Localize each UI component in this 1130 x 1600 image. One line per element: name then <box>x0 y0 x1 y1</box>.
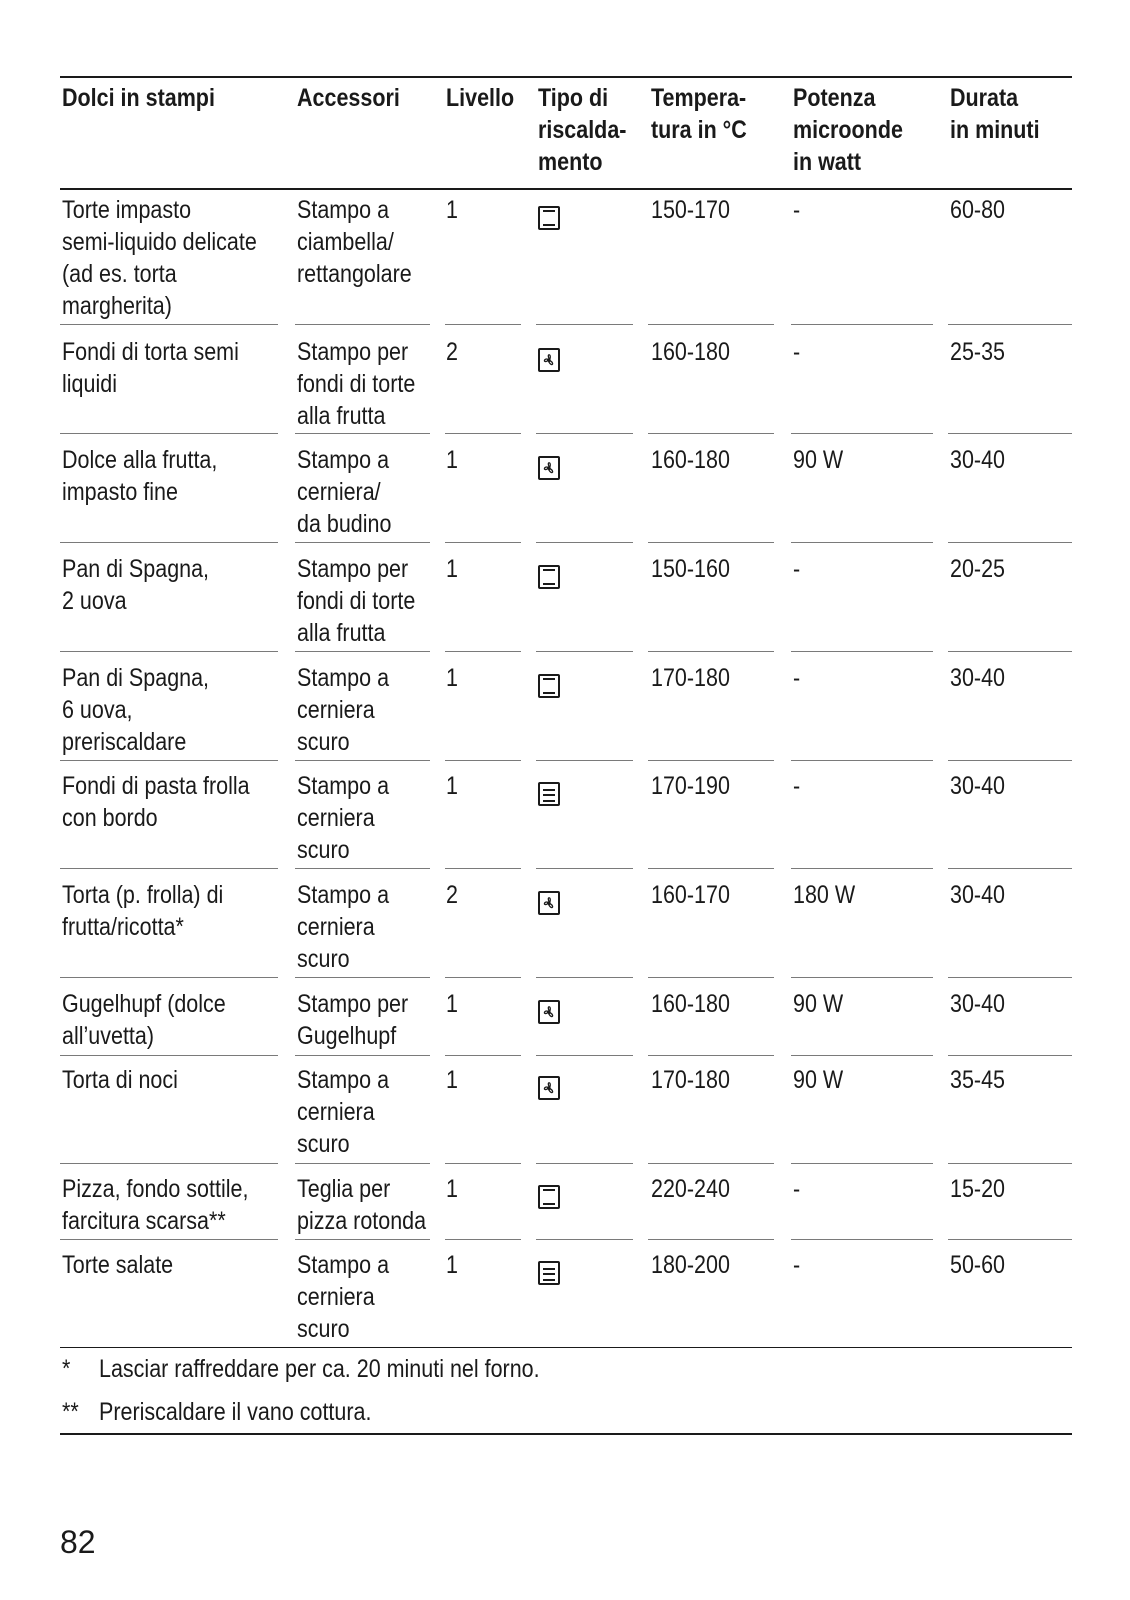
header-heating-type: Tipo di riscalda- mento <box>538 84 627 176</box>
row-separator <box>948 433 1072 434</box>
footnote-rule <box>60 1347 1072 1348</box>
footnote-text: Lasciar raffreddare per ca. 20 minuti nel forno. <box>99 1355 540 1383</box>
microwave-power-cell: - <box>793 772 801 800</box>
temperature-cell: 220-240 <box>651 1175 730 1203</box>
row-separator <box>536 542 633 543</box>
row-separator <box>295 324 430 325</box>
hot-air-fan-icon <box>538 1000 560 1024</box>
accessory-cell: Stampo per fondi di torte alla frutta <box>297 555 416 647</box>
level-cell: 1 <box>446 1066 458 1094</box>
row-separator <box>60 651 278 652</box>
row-separator <box>536 868 633 869</box>
microwave-power-cell: 180 W <box>793 881 856 909</box>
duration-cell: 30-40 <box>950 881 1005 909</box>
dish-cell: Pizza, fondo sottile, farcitura scarsa** <box>62 1175 249 1235</box>
row-separator <box>648 433 774 434</box>
duration-cell: 30-40 <box>950 446 1005 474</box>
dish-cell: Torta (p. frolla) di frutta/ricotta* <box>62 881 224 941</box>
row-separator <box>536 433 633 434</box>
row-separator <box>648 651 774 652</box>
row-separator <box>648 324 774 325</box>
row-separator <box>948 868 1072 869</box>
row-separator <box>791 977 933 978</box>
hot-air-fan-icon <box>538 891 560 915</box>
microwave-power-cell: 90 W <box>793 446 844 474</box>
row-separator <box>948 1239 1072 1240</box>
level-cell: 2 <box>446 338 458 366</box>
accessory-cell: Stampo a cerniera scuro <box>297 664 390 756</box>
dish-cell: Torte impasto semi-liquido delicate (ad es. torta margherita) <box>62 196 257 320</box>
top-bottom-heat-icon <box>538 565 560 589</box>
duration-cell: 25-35 <box>950 338 1005 366</box>
pizza-setting-icon <box>538 1261 560 1285</box>
row-separator <box>445 977 521 978</box>
row-separator <box>60 868 278 869</box>
header-accessories: Accessori <box>297 84 400 112</box>
row-separator <box>60 1163 278 1164</box>
accessory-cell: Stampo a cerniera/ da budino <box>297 446 392 538</box>
table-top-rule <box>60 76 1072 78</box>
row-separator <box>648 868 774 869</box>
header-duration: Durata in minuti <box>950 84 1040 144</box>
dish-cell: Torte salate <box>62 1251 174 1279</box>
row-separator <box>536 760 633 761</box>
top-bottom-heat-icon <box>538 206 560 230</box>
row-separator <box>445 651 521 652</box>
temperature-cell: 160-180 <box>651 446 730 474</box>
microwave-power-cell: - <box>793 555 801 583</box>
row-separator <box>791 1163 933 1164</box>
temperature-cell: 180-200 <box>651 1251 730 1279</box>
duration-cell: 20-25 <box>950 555 1005 583</box>
accessory-cell: Stampo per fondi di torte alla frutta <box>297 338 416 430</box>
row-separator <box>295 1163 430 1164</box>
row-separator <box>60 542 278 543</box>
row-separator <box>648 760 774 761</box>
microwave-power-cell: - <box>793 1175 801 1203</box>
header-rule <box>60 188 1072 190</box>
row-separator <box>948 1163 1072 1164</box>
row-separator <box>536 324 633 325</box>
pizza-setting-icon <box>538 782 560 806</box>
microwave-power-cell: - <box>793 338 801 366</box>
level-cell: 1 <box>446 1175 458 1203</box>
dish-cell: Fondi di torta semi liquidi <box>62 338 239 398</box>
page-number: 82 <box>60 1524 96 1560</box>
duration-cell: 35-45 <box>950 1066 1005 1094</box>
row-separator <box>295 760 430 761</box>
duration-cell: 30-40 <box>950 990 1005 1018</box>
row-separator <box>295 1055 430 1056</box>
hot-air-fan-icon <box>538 456 560 480</box>
row-separator <box>445 1239 521 1240</box>
row-separator <box>445 433 521 434</box>
header-level: Livello <box>446 84 515 112</box>
accessory-cell: Stampo a ciambella/ rettangolare <box>297 196 412 288</box>
accessory-cell: Stampo a cerniera scuro <box>297 1066 390 1158</box>
accessory-cell: Stampo a cerniera scuro <box>297 1251 390 1343</box>
level-cell: 1 <box>446 196 458 224</box>
row-separator <box>295 868 430 869</box>
row-separator <box>948 760 1072 761</box>
row-separator <box>648 542 774 543</box>
row-separator <box>791 868 933 869</box>
row-separator <box>791 1239 933 1240</box>
level-cell: 1 <box>446 555 458 583</box>
row-separator <box>948 542 1072 543</box>
microwave-power-cell: - <box>793 196 801 224</box>
row-separator <box>648 1055 774 1056</box>
duration-cell: 30-40 <box>950 772 1005 800</box>
microwave-power-cell: 90 W <box>793 990 844 1018</box>
level-cell: 1 <box>446 990 458 1018</box>
row-separator <box>791 651 933 652</box>
row-separator <box>60 1239 278 1240</box>
row-separator <box>948 1055 1072 1056</box>
level-cell: 1 <box>446 446 458 474</box>
row-separator <box>295 1239 430 1240</box>
level-cell: 1 <box>446 772 458 800</box>
accessory-cell: Stampo a cerniera scuro <box>297 772 390 864</box>
row-separator <box>791 542 933 543</box>
row-separator <box>948 651 1072 652</box>
row-separator <box>445 1055 521 1056</box>
row-separator <box>791 760 933 761</box>
row-separator <box>948 324 1072 325</box>
temperature-cell: 150-170 <box>651 196 730 224</box>
microwave-power-cell: - <box>793 1251 801 1279</box>
level-cell: 1 <box>446 1251 458 1279</box>
dish-cell: Fondi di pasta frolla con bordo <box>62 772 250 832</box>
temperature-cell: 160-180 <box>651 338 730 366</box>
row-separator <box>60 433 278 434</box>
top-bottom-heat-icon <box>538 1185 560 1209</box>
footnote-mark: * <box>62 1355 71 1383</box>
row-separator <box>536 1163 633 1164</box>
temperature-cell: 170-180 <box>651 1066 730 1094</box>
microwave-power-cell: - <box>793 664 801 692</box>
temperature-cell: 150-160 <box>651 555 730 583</box>
row-separator <box>295 542 430 543</box>
header-dish: Dolci in stampi <box>62 84 215 112</box>
hot-air-fan-icon <box>538 1076 560 1100</box>
temperature-cell: 160-170 <box>651 881 730 909</box>
footnote-text: Preriscaldare il vano cottura. <box>99 1398 372 1426</box>
row-separator <box>536 977 633 978</box>
row-separator <box>648 1163 774 1164</box>
row-separator <box>648 977 774 978</box>
row-separator <box>536 651 633 652</box>
dish-cell: Gugelhupf (dolce all’uvetta) <box>62 990 226 1050</box>
row-separator <box>60 977 278 978</box>
header-temperature: Tempera- tura in °C <box>651 84 747 144</box>
row-separator <box>536 1055 633 1056</box>
row-separator <box>445 324 521 325</box>
duration-cell: 50-60 <box>950 1251 1005 1279</box>
row-separator <box>60 1055 278 1056</box>
dish-cell: Pan di Spagna, 2 uova <box>62 555 210 615</box>
row-separator <box>445 542 521 543</box>
top-bottom-heat-icon <box>538 674 560 698</box>
row-separator <box>295 433 430 434</box>
dish-cell: Dolce alla frutta, impasto fine <box>62 446 218 506</box>
row-separator <box>60 760 278 761</box>
table-bottom-rule <box>60 1433 1072 1435</box>
row-separator <box>445 1163 521 1164</box>
temperature-cell: 170-180 <box>651 664 730 692</box>
level-cell: 1 <box>446 664 458 692</box>
footnote-mark: ** <box>62 1398 79 1426</box>
dish-cell: Pan di Spagna, 6 uova, preriscaldare <box>62 664 210 756</box>
row-separator <box>295 651 430 652</box>
accessory-cell: Stampo per Gugelhupf <box>297 990 409 1050</box>
microwave-power-cell: 90 W <box>793 1066 844 1094</box>
duration-cell: 30-40 <box>950 664 1005 692</box>
row-separator <box>791 433 933 434</box>
dish-cell: Torta di noci <box>62 1066 178 1094</box>
accessory-cell: Stampo a cerniera scuro <box>297 881 390 973</box>
row-separator <box>445 760 521 761</box>
accessory-cell: Teglia per pizza rotonda <box>297 1175 427 1235</box>
row-separator <box>60 324 278 325</box>
duration-cell: 15-20 <box>950 1175 1005 1203</box>
temperature-cell: 160-180 <box>651 990 730 1018</box>
row-separator <box>445 868 521 869</box>
row-separator <box>791 324 933 325</box>
level-cell: 2 <box>446 881 458 909</box>
row-separator <box>948 977 1072 978</box>
row-separator <box>536 1239 633 1240</box>
row-separator <box>295 977 430 978</box>
hot-air-fan-icon <box>538 348 560 372</box>
row-separator <box>648 1239 774 1240</box>
temperature-cell: 170-190 <box>651 772 730 800</box>
row-separator <box>791 1055 933 1056</box>
header-microwave-power: Potenza microonde in watt <box>793 84 903 176</box>
duration-cell: 60-80 <box>950 196 1005 224</box>
